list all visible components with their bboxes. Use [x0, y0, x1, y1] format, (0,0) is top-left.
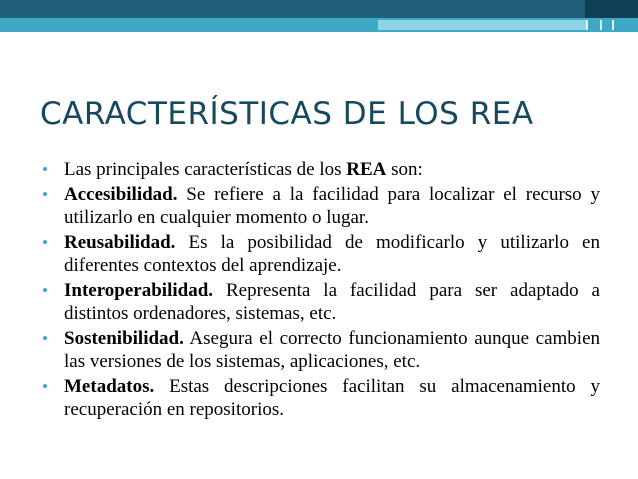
bullet-text: Estas descripciones facilitan su almacenamiento y recuperación en repositorios.	[64, 376, 600, 420]
bullet-list	[42, 158, 600, 423]
bullet-text: Representa la facilidad para ser adaptado a distintos ordenadores, sistemas, etc.	[64, 280, 600, 324]
bullet-text: Las principales características de los	[64, 159, 347, 180]
bullet-text: Se refiere a la facilidad para localizar el recurso y utilizarlo en cualquier momento o lugar.	[64, 184, 600, 228]
bullet-text: Es la posibilidad de modificarlo y utilizarlo en diferentes contextos del aprendizaje.	[64, 232, 600, 276]
bullet-dot-icon: •	[42, 160, 48, 179]
bullet-item	[42, 375, 600, 421]
bullet-item	[42, 279, 600, 325]
bullet-dot-icon: •	[42, 329, 48, 348]
bullet-item	[42, 327, 600, 373]
bullet-term: Accesibilidad.	[64, 184, 178, 205]
bullet-term: Sostenibilidad.	[64, 328, 184, 349]
bullet-item	[42, 183, 600, 229]
header-accent-line	[586, 20, 588, 30]
header-accent-block	[585, 0, 638, 18]
bullet-text: Asegura el correcto funcionamiento aunque cambien las versiones de los sistemas, aplicaciones, etc.	[64, 328, 600, 372]
slide-title: CARACTERÍSTICAS DE LOS REA	[40, 96, 534, 132]
header-accent-line	[612, 20, 614, 30]
bullet-dot-icon: •	[42, 377, 48, 396]
header-accent-line	[600, 20, 602, 30]
bullet-dot-icon: •	[42, 233, 48, 252]
bullet-text: son:	[386, 159, 423, 180]
bullet-term: Metadatos.	[64, 376, 155, 397]
bullet-item	[42, 158, 600, 181]
header-accent-stripe	[378, 20, 586, 30]
bullet-term: Reusabilidad.	[64, 232, 176, 253]
bullet-dot-icon: •	[42, 281, 48, 300]
bullet-item	[42, 231, 600, 277]
bullet-dot-icon: •	[42, 185, 48, 204]
bullet-term: Interoperabilidad.	[64, 280, 214, 301]
header-band-dark	[0, 0, 638, 18]
bullet-term: REA	[346, 159, 387, 180]
